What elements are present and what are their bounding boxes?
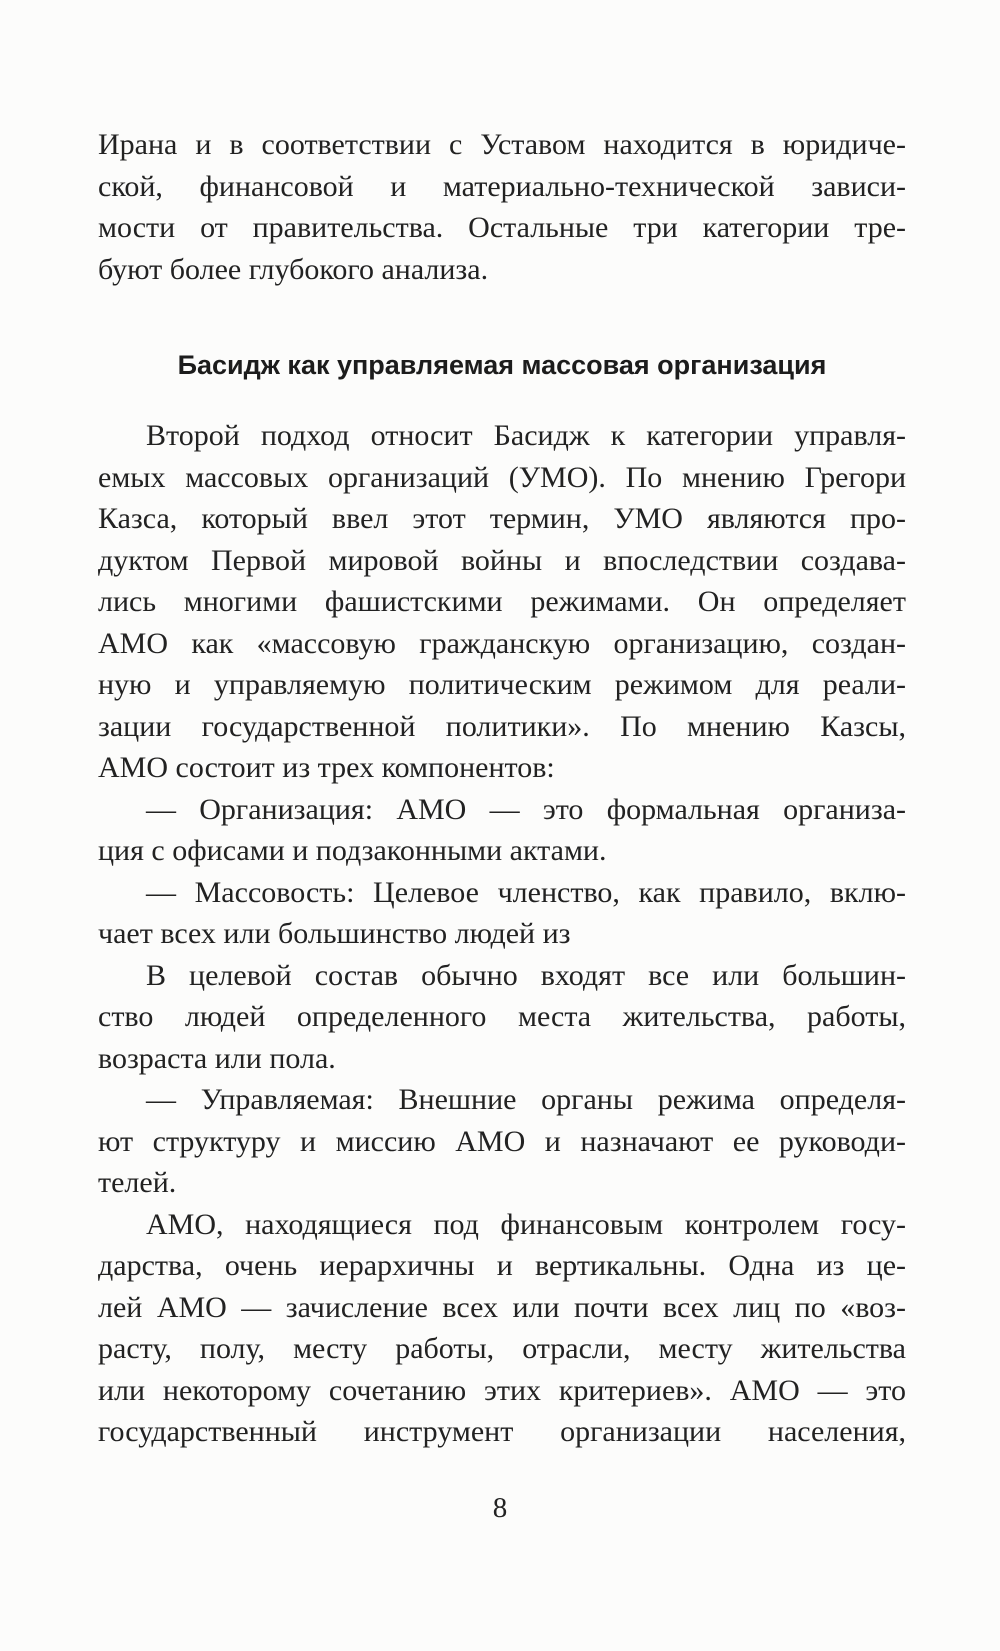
text-line: лись многими фашистскими режимами. Он определяет xyxy=(98,585,906,618)
text-line: буют более глубокого анализа. xyxy=(98,252,489,286)
text-line: государственный инструмент организации населения, xyxy=(98,1415,906,1448)
text-line: — Организация: АМО — это формальная организа- xyxy=(146,792,906,826)
text-line: дуктом Первой мировой войны и впоследствии создава- xyxy=(98,543,906,577)
text-line: емых массовых организаций (УМО). По мнению Грегори xyxy=(98,460,906,494)
text-line: — Массовость: Целевое членство, как правило, вклю- xyxy=(146,875,906,909)
text-line: ской, финансовой и материально-технической зависи- xyxy=(98,169,906,203)
section-heading: Басидж как управляемая массовая организация xyxy=(177,350,827,380)
text-line: или некоторому сочетанию этих критериев». АМО — это xyxy=(98,1373,906,1407)
text-line: ют структуру и миссию АМО и назначают ее руководи- xyxy=(98,1124,906,1158)
text-line: ция с офисами и подзаконными актами. xyxy=(98,834,607,867)
text-line: возраста или пола. xyxy=(98,1041,336,1075)
text-line: расту, полу, месту работы, отрасли, месту жительства xyxy=(98,1332,906,1365)
text-line: Ирана и в соответствии с Уставом находится в юридиче- xyxy=(98,128,906,161)
text-line: зации государственной политики». По мнению Казсы, xyxy=(98,709,906,743)
text-line: — Управляемая: Внешние органы режима определя- xyxy=(146,1083,906,1116)
text-line: АМО как «массовую гражданскую организацию, создан- xyxy=(98,626,906,660)
body-text xyxy=(98,415,906,1453)
text-line: Второй подход относит Басидж к категории управля- xyxy=(146,419,906,452)
text-line: мости от правительства. Остальные три категории тре- xyxy=(98,211,906,244)
text-line: ство людей определенного места жительства, работы, xyxy=(98,1000,906,1033)
text-line: АМО, находящиеся под финансовым контролем госу- xyxy=(146,1207,906,1241)
text-line: Казса, который ввел этот термин, УМО являются про- xyxy=(98,502,906,535)
page-number: 8 xyxy=(492,1492,508,1524)
text-line: АМО состоит из трех компонентов: xyxy=(98,751,555,784)
text-line: В целевой состав обычно входят все или большин- xyxy=(146,958,906,992)
intro-paragraph xyxy=(98,124,906,290)
text-line: дарства, очень иерархичны и вертикальны. Одна из це- xyxy=(98,1249,906,1282)
text-line: лей АМО — зачисление всех или почти всех лиц по «воз- xyxy=(98,1290,906,1324)
text-line: чает всех или большинство людей из xyxy=(98,917,571,950)
text-line: ную и управляемую политическим режимом для реали- xyxy=(98,668,906,701)
text-line: телей. xyxy=(98,1166,177,1199)
